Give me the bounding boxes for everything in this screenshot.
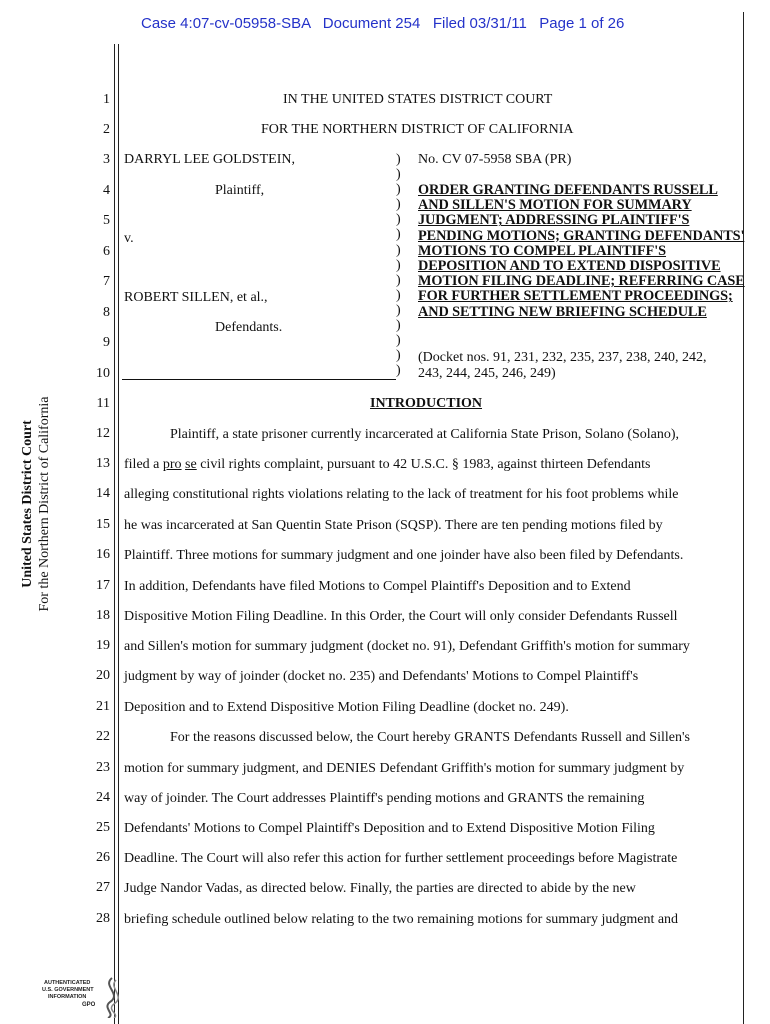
line-number: 4	[103, 183, 110, 198]
versus: v.	[124, 231, 134, 246]
line-number: 23	[96, 760, 110, 775]
line-number: 13	[96, 456, 110, 471]
body-line: Deposition and to Extend Dispositive Motion Filing Deadline (docket no. 249).	[124, 700, 569, 715]
line-number: 2	[103, 122, 110, 137]
body-line: alleging constitutional rights violations relating to the lack of treatment for his foot problems while	[124, 487, 679, 502]
seal-text-4: GPO	[82, 1002, 96, 1008]
body-line: For the reasons discussed below, the Court hereby GRANTS Defendants Russell and Sillen's	[170, 730, 690, 745]
body-line: Judge Nandor Vadas, as directed below. Finally, the parties are directed to abide by the new	[124, 881, 636, 896]
line-number: 28	[96, 911, 110, 926]
case-number: No. CV 07-5958 SBA (PR)	[418, 152, 572, 167]
sidebar-district: For the Northern District of California	[37, 396, 52, 612]
line-number: 18	[96, 608, 110, 623]
body-line: he was incarcerated at San Quentin State Prison (SQSP). There are ten pending motions filed by	[124, 518, 663, 533]
body-line: Plaintiff, a state prisoner currently incarcerated at California State Prison, Solano (Solano),	[170, 427, 680, 442]
line-number: 11	[96, 396, 110, 411]
line-number: 17	[96, 578, 110, 593]
defendant-role: Defendants.	[215, 320, 283, 335]
line-number: 8	[103, 305, 110, 320]
line-number: 20	[96, 668, 110, 683]
line-number: 7	[103, 274, 110, 289]
line-number: 19	[96, 638, 110, 653]
gpo-seal-graphic	[42, 976, 132, 1018]
court-heading-1: IN THE UNITED STATES DISTRICT COURT	[283, 92, 553, 107]
line-number: 16	[96, 547, 110, 562]
body-line: judgment by way of joinder (docket no. 235) and Defendants' Motions to Compel Plaintiff's	[124, 669, 639, 684]
line-number: 15	[96, 517, 110, 532]
body-line: Deadline. The Court will also refer this action for further settlement proceedings before Magistrate	[124, 851, 678, 866]
section-heading: INTRODUCTION	[370, 396, 483, 411]
body-line: Defendants' Motions to Compel Plaintiff's Deposition and to Extend Dispositive Motion Filing	[124, 821, 655, 836]
body-line: filed a pro se civil rights complaint, pursuant to 42 U.S.C. § 1983, against thirteen Defendants	[124, 457, 651, 472]
caption-underline	[122, 379, 396, 380]
left-rule-outer	[114, 44, 115, 1024]
body-line: In addition, Defendants have filed Motions to Compel Plaintiff's Deposition and to Extend	[124, 579, 631, 594]
right-rule	[743, 12, 744, 1024]
seal-text-3: INFORMATION	[48, 994, 87, 1000]
filing-stamp: Case 4:07-cv-05958-SBA Document 254 Filed 03/31/11 Page 1 of 26	[141, 15, 625, 32]
line-number: 3	[103, 152, 110, 167]
left-rule-inner	[118, 44, 119, 1024]
line-number: 5	[103, 213, 110, 228]
line-number: 24	[96, 790, 110, 805]
plaintiff-name: DARRYL LEE GOLDSTEIN,	[124, 152, 295, 167]
court-heading-2: FOR THE NORTHERN DISTRICT OF CALIFORNIA	[261, 122, 574, 137]
line-number: 9	[103, 335, 110, 350]
order-title: ORDER GRANTING DEFENDANTS RUSSELL AND SILLEN'S MOTION FOR SUMMARY JUDGMENT; ADDRESSING PLAINTIFF'S PENDING MOTIONS; GRANTING DEFENDANTS' MOTIONS TO COMPEL PLAINTIFF'S DEPOSITION AND TO EXTEND DISPOSITIVE MOTION FILING DEADLINE; REFERRING CASE FOR FURTHER SETTLEMENT PROCEEDINGS; AND SETTING NEW BRIEFING SCHEDULE	[418, 182, 745, 320]
court-sidebar	[19, 334, 53, 674]
body-line: briefing schedule outlined below relating to the two remaining motions for summary judgment and	[124, 912, 679, 927]
line-number: 22	[96, 729, 110, 744]
seal-text-2: U.S. GOVERNMENT	[42, 987, 94, 993]
line-number: 1	[103, 92, 110, 107]
defendant-name: ROBERT SILLEN, et al.,	[124, 290, 268, 305]
docket-line-2: 243, 244, 245, 246, 249)	[418, 366, 556, 381]
body-line: way of joinder. The Court addresses Plaintiff's pending motions and GRANTS the remaining	[124, 791, 645, 806]
line-number: 10	[96, 366, 110, 381]
gpo-authentication-seal	[42, 976, 132, 1023]
body-line: Plaintiff. Three motions for summary judgment and one joinder have also been filed by Defendants.	[124, 548, 684, 563]
line-number: 12	[96, 426, 110, 441]
line-number: 26	[96, 850, 110, 865]
seal-text-1: AUTHENTICATED	[44, 980, 91, 986]
body-line: and Sillen's motion for summary judgment (docket no. 91), Defendant Griffith's motion for summary	[124, 639, 690, 654]
line-number: 21	[96, 699, 110, 714]
docket-line-1: (Docket nos. 91, 231, 232, 235, 237, 238, 240, 242,	[418, 350, 707, 365]
body-line: motion for summary judgment, and DENIES Defendant Griffith's motion for summary judgment by	[124, 761, 685, 776]
line-number: 14	[96, 486, 110, 501]
body-line: Dispositive Motion Filing Deadline. In this Order, the Court will only consider Defendants Russell	[124, 609, 678, 624]
line-number: 6	[103, 244, 110, 259]
sidebar-court-name: United States District Court	[20, 420, 35, 588]
caption-parens: ) ) ) ) ) ) ) ) ) ) ) ) ) ) )	[396, 152, 401, 379]
line-number: 27	[96, 880, 110, 895]
line-number: 25	[96, 820, 110, 835]
plaintiff-role: Plaintiff,	[215, 183, 265, 198]
